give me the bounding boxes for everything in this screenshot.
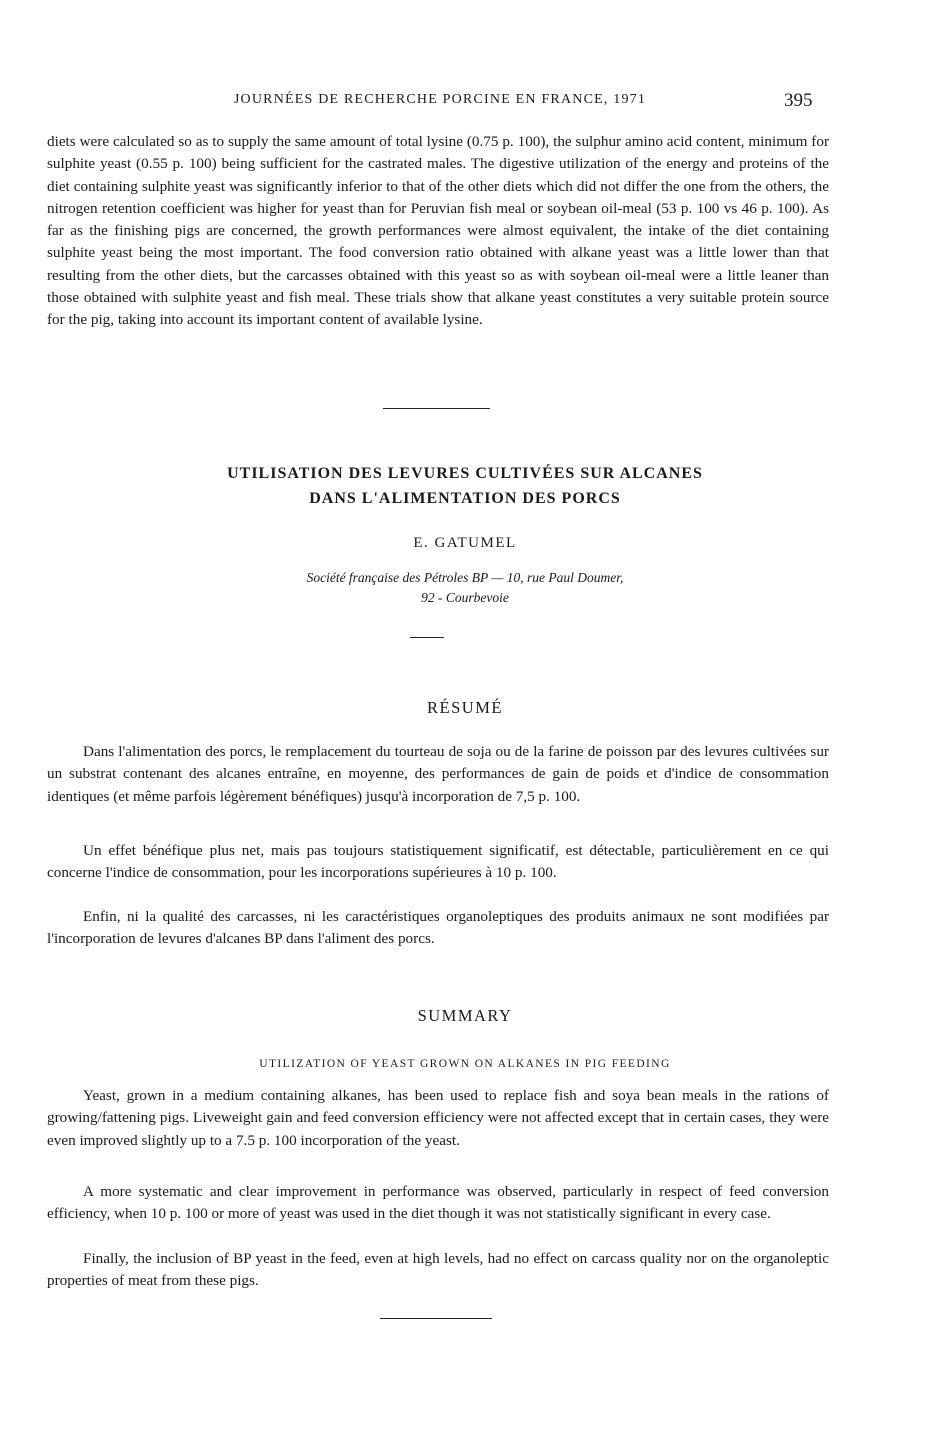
summary-subheading: UTILIZATION OF YEAST GROWN ON ALKANES IN PIG FEEDING [259,1058,671,1070]
resume-heading: RÉSUMÉ [427,698,503,717]
resume-paragraph-1: Dans l'alimentation des porcs, le remplacement du tourteau de soja ou de la farine de poisson par des levures cultivées sur un substrat contenant des alcanes entraîne, en moyenne, des performances de gain de poids et d'indice de consommation identiques (et même parfois légèrement bénéfiques) jusqu'à incorporation de 7,5 p. 100. [47,743,829,805]
resume-paragraph-2: Un effet bénéfique plus net, mais pas toujours statistiquement significatif, est détectable, particulièrement en ce qui concerne l'indice de consommation, pour les incorporations supérieures à 10 p. 100. [47,842,829,882]
author-name: E. GATUMEL [413,535,517,551]
summary-heading: SUMMARY [417,1006,513,1025]
summary-paragraph-3: Finally, the inclusion of BP yeast in the feed, even at high levels, had no effect on carcass quality nor on the organoleptic properties of meat from these pigs. [47,1250,829,1290]
page-number: 395 [784,90,813,111]
end-divider [380,1318,492,1319]
summary-paragraph-1: Yeast, grown in a medium containing alkanes, has been used to replace fish and soya bean meals in the rations of growing/fattening pigs. Liveweight gain and feed conversion efficiency were not affected except that in certain cases, they were even improved slightly up to a 7.5 p. 100 incorporation of the yeast. [47,1087,829,1149]
affiliation-line-1: Société française des Pétroles BP — 10, rue Paul Doumer, [306,570,624,585]
article-title [100,461,830,511]
article-title-line-2: DANS L'ALIMENTATION DES PORCS [309,490,621,507]
author-affiliation [0,568,930,608]
section-divider [383,408,490,409]
resume-paragraph-3: Enfin, ni la qualité des carcasses, ni les caractéristiques organoleptiques des produits animaux ne sont modifiées par l'incorporation de levures d'alcanes BP dans l'aliment des porcs. [47,908,829,948]
running-header: JOURNÉES DE RECHERCHE PORCINE EN FRANCE, 1971 [233,92,647,107]
title-divider [410,637,444,638]
article-title-line-1: UTILISATION DES LEVURES CULTIVÉES SUR ALCANES [227,465,703,482]
summary-paragraph-2: A more systematic and clear improvement in performance was observed, particularly in respect of feed conversion efficiency, when 10 p. 100 or more of yeast was used in the diet though it was not statistically significant in every case. [47,1183,829,1223]
english-abstract-continuation: diets were calculated so as to supply the same amount of total lysine (0.75 p. 100), the sulphur amino acid content, minimum for sulphite yeast (0.55 p. 100) being sufficient for the castrated males. The digestive utilization of the energy and proteins of the diet containing sulphite yeast was significantly inferior to that of the other diets which did not differ the one from the others, the nitrogen retention coefficient was higher for yeast than for Peruvian fish meal or soybean oil-meal (53 p. 100 vs 46 p. 100). As far as the finishing pigs are concerned, the growth performances were almost equivalent, the intake of the diet containing sulphite yeast being the most important. The food conversion ratio obtained with alkane yeast was a little lower than that resulting from the other diets, but the carcasses obtained with this yeast so as with soybean oil-meal were a little leaner than those obtained with sulphite yeast and fish meal. These trials show that alkane yeast constitutes a very suitable protein source for the pig, taking into account its important content of available lysine. [47,133,829,329]
affiliation-line-2: 92 - Courbevoie [421,590,509,605]
